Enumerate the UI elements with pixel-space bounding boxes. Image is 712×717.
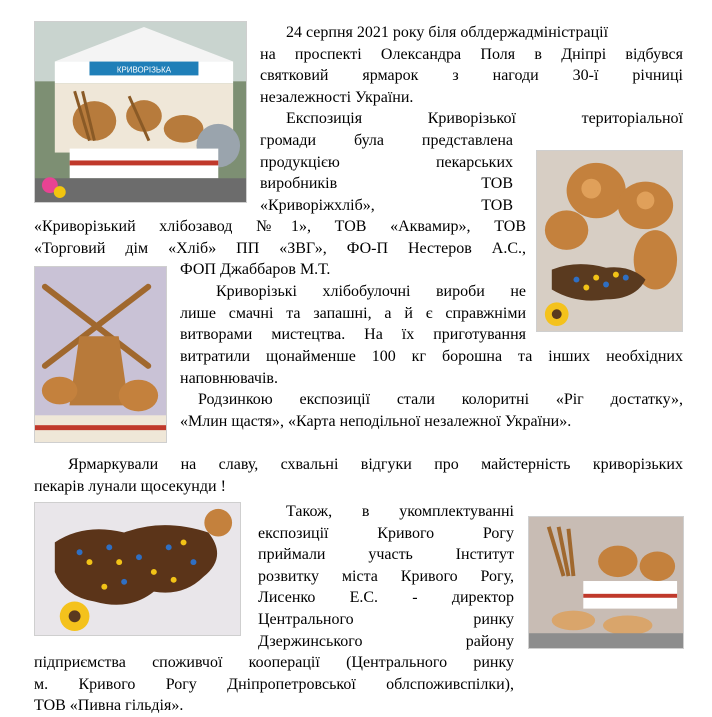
paragraph-participants-narrow xyxy=(258,501,514,652)
paragraph-highlights xyxy=(180,389,683,432)
text-line: витратили щонайменше 100 кг борошна та інших необхідних xyxy=(180,348,683,365)
photo-exposition-figures xyxy=(528,516,684,649)
text-line: приймали участь Інститут xyxy=(258,546,514,564)
text-line: м. Кривого Рогу Дніпропетровської облспоживспілки), xyxy=(34,675,514,693)
text-line: Також, в укомплектуванні xyxy=(286,503,514,520)
photo-mill xyxy=(34,266,167,443)
text-line: Лисенко Е.С. - директор xyxy=(258,589,514,607)
text-line: розвитку міста Кривого Рогу, xyxy=(258,567,514,585)
text-line: Дзержинського району xyxy=(258,632,514,650)
paragraph-products-wide xyxy=(180,346,683,389)
paragraph-participants-wide xyxy=(34,652,514,717)
text-line: витворами мистецтва. На їх приготування xyxy=(180,326,526,344)
text-line: громади була представлена xyxy=(260,132,513,149)
text-line: експозиції Кривого Рогу xyxy=(258,524,514,542)
text-line: підприємства споживчої кооперації (Центрального ринку xyxy=(34,654,514,671)
tent-banner-text: КРИВОРІЗЬКА xyxy=(116,65,172,75)
text-line: незалежності України. xyxy=(260,88,414,106)
paragraph-intro xyxy=(260,22,683,108)
text-line: «Криворіжхліб», ТОВ xyxy=(260,196,513,214)
paragraph-exposition-narrow xyxy=(260,130,513,216)
text-line: лише смачні та запашні, а й є справжніми xyxy=(180,304,526,322)
text-line: Експозиція Криворізької територіальної xyxy=(286,110,683,127)
paragraph-exposition-producers xyxy=(34,216,526,281)
text-line: 24 серпня 2021 року біля облдержадміністрації xyxy=(286,24,609,41)
text-line: «Млин щастя», «Карта неподільної незалежної України». xyxy=(180,412,572,430)
text-line: на проспекті Олександра Поля в Дніпрі відбувся xyxy=(260,45,683,63)
text-line: ТОВ «Пивна гільдія». xyxy=(34,697,184,715)
paragraph-feedback xyxy=(34,454,683,497)
photo-tent-exposition xyxy=(34,21,247,203)
photo-bread-map-ukraine xyxy=(34,502,241,636)
text-line: «Торговий дім «Хліб» ПП «ЗВГ», ФО-П Нестеров А.С., xyxy=(34,239,526,257)
text-line: Криворізькі хлібобулочні вироби не xyxy=(216,283,526,300)
text-line: Родзинкою експозиції стали колоритні «Ріг достатку», xyxy=(198,391,683,408)
text-line: продукцією пекарських xyxy=(260,153,513,171)
text-line: Центрального ринку xyxy=(258,610,514,628)
photo-bread-map xyxy=(536,150,683,332)
text-line: пекарів лунали щосекунди ! xyxy=(34,477,226,495)
paragraph-products xyxy=(180,281,526,346)
text-line: наповнювачів. xyxy=(180,369,278,387)
text-line: виробників ТОВ xyxy=(260,175,513,193)
text-line: «Криворізький хлібозавод №1», ТОВ «Аквамир», ТОВ xyxy=(34,218,526,235)
text-line: Ярмаркували на славу, схвальні відгуки про майстерність криворізьких xyxy=(68,456,683,473)
text-line: ФОП Джаббаров М.Т. xyxy=(180,261,331,279)
paragraph-exposition-start xyxy=(260,108,683,130)
text-line: святковий ярмарок з нагоди 30-ї річниці xyxy=(260,67,683,85)
